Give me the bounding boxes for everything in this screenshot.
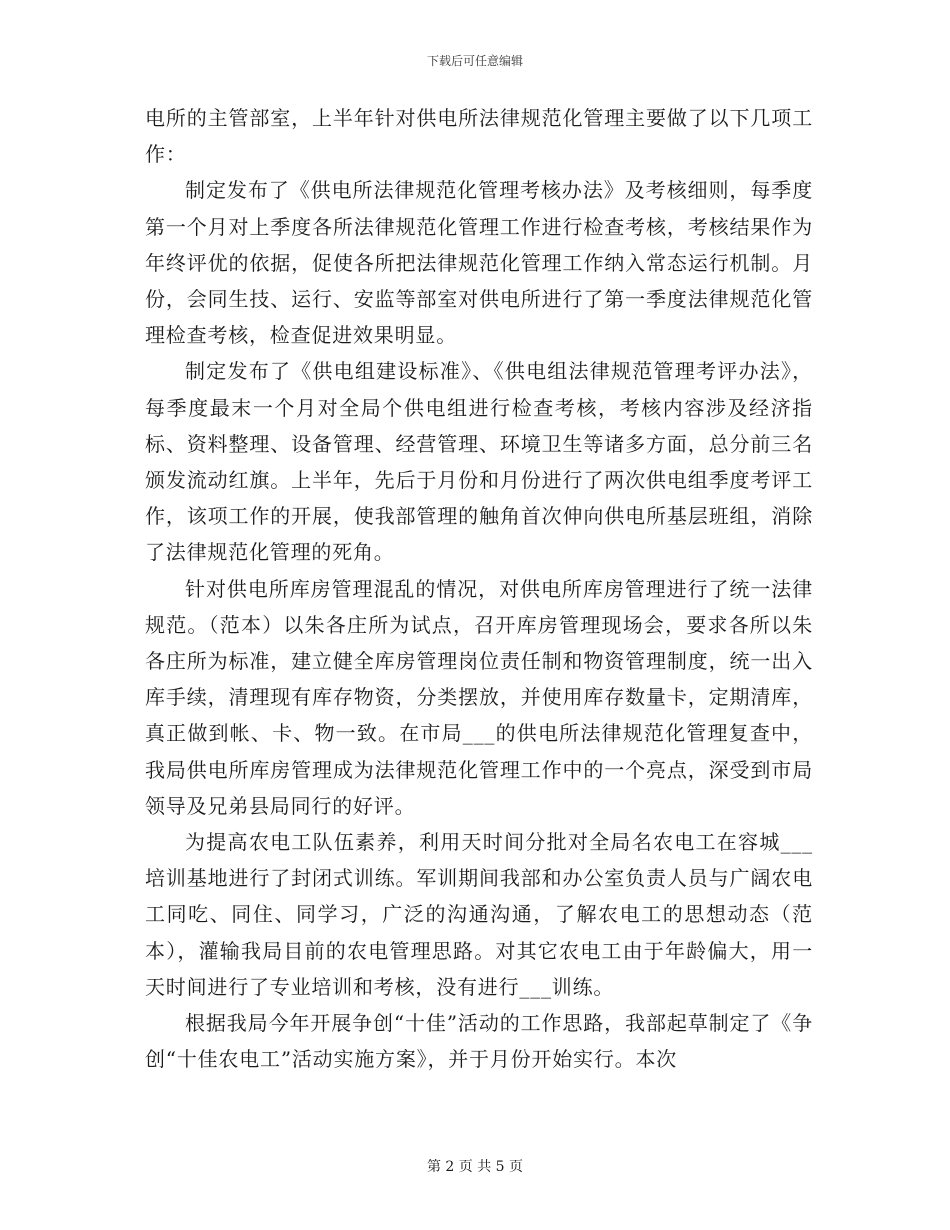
paragraph: 制定发布了《供电所法律规范化管理考核办法》及考核细则，每季度第一个月对上季度各所法律规范化管理工作进行检查考核，考核结果作为年终评优的依据，促使各所把法律规范化管理工作纳入常态运行机制。月份，会同生技、运行、安监等部室对供电所进行了第一季度法律规范化管理检查考核，检查促进效果明显。 (145, 178, 813, 348)
page-header: 下载后可任意编辑 (426, 54, 523, 68)
body-text (145, 100, 813, 1077)
paragraph: 电所的主管部室，上半年针对供电所法律规范化管理主要做了以下几项工作： (145, 106, 813, 167)
paragraph: 制定发布了《供电组建设标准》、《供电组法律规范管理考评办法》，每季度最末一个月对全局个供电组进行检查考核，考核内容涉及经济指标、资料整理、设备管理、经营管理、环境卫生等诸多方面，总分前三名颁发流动红旗。上半年，先后于月份和月份进行了两次供电组季度考评工作，该项工作的开展，使我部管理的触角首次伸向供电所基层班组，消除了法律规范化管理的死角。 (145, 359, 813, 565)
paragraph: 根据我局今年开展争创“十佳”活动的工作思路，我部起草制定了《争创“十佳农电工”活动实施方案》，并于月份开始实行。本次 (145, 1011, 813, 1072)
paragraph: 针对供电所库房管理混乱的情况，对供电所库房管理进行了统一法律规范。（范本）以朱各庄所为试点，召开库房管理现场会，要求各所以朱各庄所为标准，建立健全库房管理岗位责任制和物资管理制度，统一出入库手续，清理现有库存物资，分类摆放，并使用库存数量卡，定期清库，真正做到帐、卡、物一致。在市局___的供电所法律规范化管理复查中，我局供电所库房管理成为法律规范化管理工作中的一个亮点，深受到市局领导及兄弟县局同行的好评。 (145, 576, 813, 818)
page-footer: 第 2 页 共 5 页 (426, 1159, 524, 1175)
paragraph: 为提高农电工队伍素养，利用天时间分批对全局名农电工在容城___培训基地进行了封闭式训练。军训期间我部和办公室负责人员与广阔农电工同吃、同住、同学习，广泛的沟通沟通，了解农电工的思想动态（范本），灌输我局目前的农电管理思路。对其它农电工由于年龄偏大，用一天时间进行了专业培训和考核，没有进行___训练。 (145, 830, 813, 999)
